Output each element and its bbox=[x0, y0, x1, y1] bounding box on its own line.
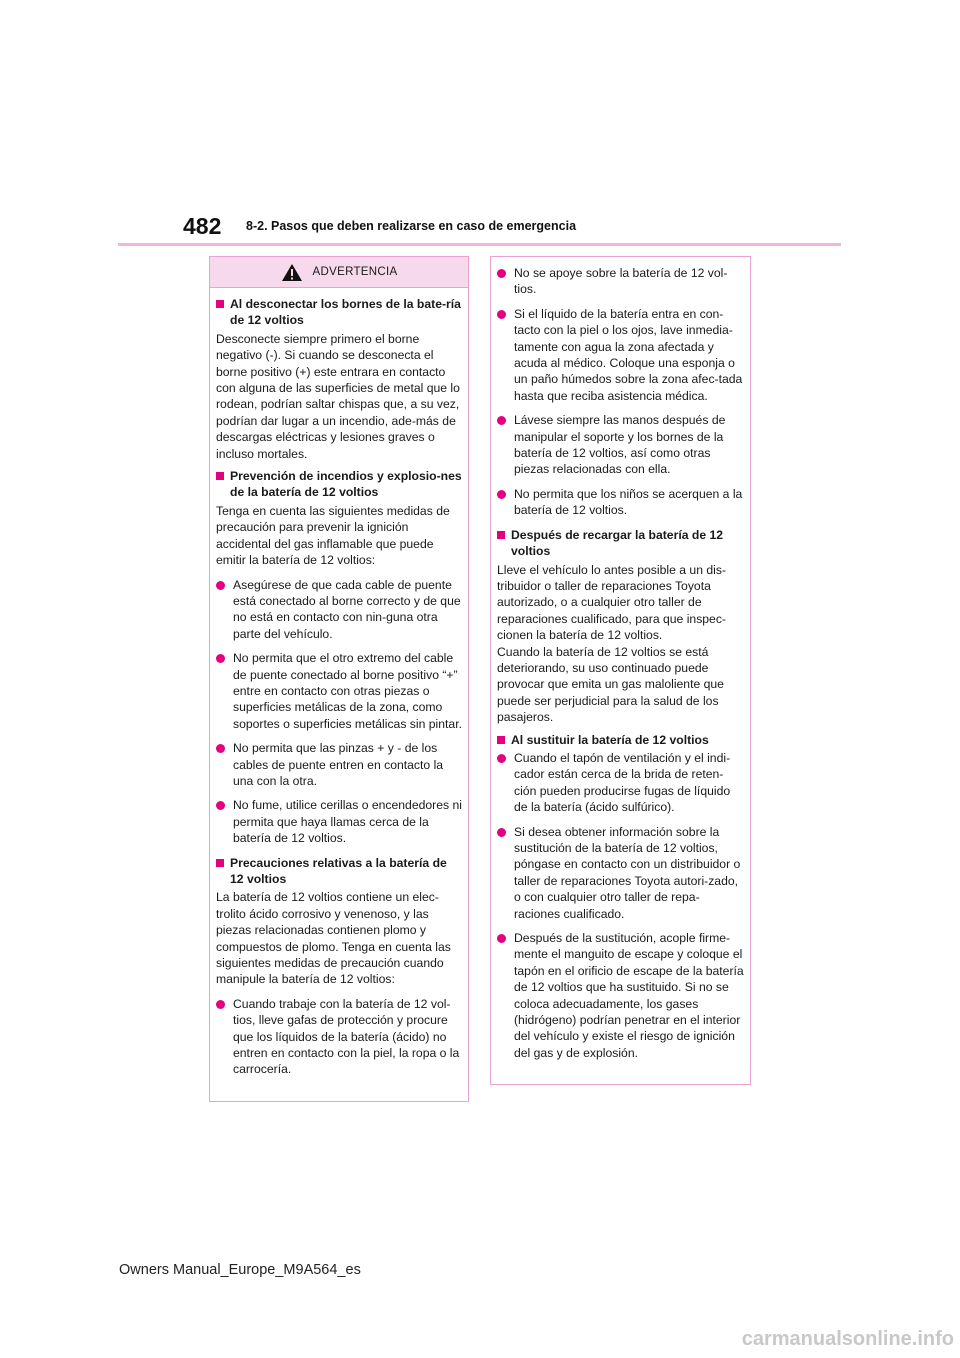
section-title: 8-2. Pasos que deben realizarse en caso de emergencia bbox=[246, 219, 577, 233]
round-bullet-icon bbox=[497, 416, 506, 425]
paragraph: Desconecte siempre primero el borne negativo (-). Si cuando se desconecta el borne positivo (+) este entrara en contacto con alguna de las superficies de metal que lo rodean, podrían saltar chispas que, a su vez, podrían dar lugar a un incendio, ade-más de descargas eléctricas y lesiones graves o incluso mortales. bbox=[216, 331, 460, 461]
list-item: Si el líquido de la batería entra en con-tacto con la piel o los ojos, lave inmedia-tamente con agua la zona afectada y acuda al médico. Coloque una esponja o un paño húmedos sobre la zona afec-tada hasta que reciba asistencia médica. bbox=[497, 306, 744, 404]
footer-text: Owners Manual_Europe_M9A564_es bbox=[119, 1262, 361, 1278]
round-bullet-icon bbox=[497, 828, 506, 837]
page-number: 482 bbox=[183, 213, 222, 239]
round-bullet-icon bbox=[216, 654, 225, 663]
round-bullet-icon bbox=[497, 934, 506, 943]
warning-box-right bbox=[490, 256, 751, 1085]
list-item: Cuando el tapón de ventilación y el indi-cador están cerca de la brida de reten-ción pueden producirse fugas de líquido de la batería (ácido sulfúrico). bbox=[497, 750, 744, 816]
list-item: Si desea obtener información sobre la sustitución de la batería de 12 voltios, póngase en contacto con un distribuidor o taller de reparaciones Toyota autori-zado, o con cualquier otro taller de repa-raciones cualificado. bbox=[497, 824, 744, 922]
round-bullet-icon bbox=[497, 490, 506, 499]
list-item: Después de la sustitución, acople firme-mente el manguito de escape y coloque el tapón en el orificio de escape de la batería de 12 voltios que ha sustituido. Si no se coloca adecuadamente, los gases (hidrógeno) podrían penetrar en el interior del vehículo y existe el riesgo de ignición del gas y de explosión. bbox=[497, 930, 744, 1061]
list-item: Lávese siempre las manos después de manipular el soporte y los bornes de la batería de 12 voltios, así como otras piezas relacionadas con ella. bbox=[497, 412, 744, 478]
list-item: No permita que los niños se acerquen a la batería de 12 voltios. bbox=[497, 486, 744, 519]
warning-box-left bbox=[209, 256, 469, 1102]
list-item: No permita que las pinzas + y - de los cables de puente entren en contacto la una con la otra. bbox=[216, 740, 462, 789]
warning-icon bbox=[281, 263, 303, 282]
paragraph: Lleve el vehículo lo antes posible a un dis-tribuidor o taller de reparaciones Toyota autorizado, o a cualquier otro taller de reparaciones cualificado, para que inspec-cionen la batería de 12 voltios. bbox=[497, 562, 726, 643]
list-item: Asegúrese de que cada cable de puente está conectado al borne correcto y de que no está en contacto con nin-guna otra parte del vehículo. bbox=[216, 577, 462, 643]
square-bullet-icon bbox=[497, 531, 505, 539]
square-bullet-icon bbox=[216, 859, 224, 867]
warning-title: ADVERTENCIA bbox=[312, 265, 398, 278]
header-rule bbox=[118, 243, 841, 246]
watermark: carmanualsonline.info bbox=[741, 1328, 954, 1350]
heading: Prevención de incendios y explosio-nes de la batería de 12 voltios bbox=[216, 468, 462, 501]
heading: Al desconectar los bornes de la bate-ría de 12 voltios bbox=[216, 296, 462, 329]
warning-header bbox=[210, 257, 468, 288]
round-bullet-icon bbox=[497, 269, 506, 278]
round-bullet-icon bbox=[497, 754, 506, 763]
square-bullet-icon bbox=[497, 736, 505, 744]
round-bullet-icon bbox=[497, 310, 506, 319]
square-bullet-icon bbox=[216, 472, 224, 480]
list-item: Cuando trabaje con la batería de 12 vol-tios, lleve gafas de protección y procure que los líquidos de la batería (ácido) no entren en contacto con la piel, la ropa o la carrocería. bbox=[216, 996, 462, 1078]
list-item: No permita que el otro extremo del cable de puente conectado al borne positivo “+” entre en contacto con otras piezas o superficies metálicas de la zona, como soportes o superficies metálicas sin pintar. bbox=[216, 650, 462, 732]
round-bullet-icon bbox=[216, 1000, 225, 1009]
round-bullet-icon bbox=[216, 744, 225, 753]
list-item: No fume, utilice cerillas o encendedores ni permita que haya llamas cerca de la batería de 12 voltios. bbox=[216, 797, 462, 846]
heading: Precauciones relativas a la batería de 12 voltios bbox=[216, 855, 462, 888]
paragraph: La batería de 12 voltios contiene un elec-trolito ácido corrosivo y venenoso, y las piezas relacionadas contienen plomo y compuestos de plomo. Tenga en cuenta las siguientes medidas de precaución cuando manipule la batería de 12 voltios: bbox=[216, 890, 451, 987]
square-bullet-icon bbox=[216, 300, 224, 308]
paragraph: Tenga en cuenta las siguientes medidas de precaución para prevenir la ignición accidental del gas inflamable que puede emitir la batería de 12 voltios: bbox=[216, 503, 450, 568]
paragraph: Cuando la batería de 12 voltios se está deteriorando, su uso continuado puede provocar que emita un gas maloliente que puede ser perjudicial para la salud de los pasajeros. bbox=[497, 644, 724, 725]
heading: Después de recargar la batería de 12 voltios bbox=[497, 527, 744, 560]
list-item: No se apoye sobre la batería de 12 vol-tios. bbox=[497, 265, 744, 298]
round-bullet-icon bbox=[216, 581, 225, 590]
round-bullet-icon bbox=[216, 801, 225, 810]
heading: Al sustituir la batería de 12 voltios bbox=[497, 732, 744, 748]
